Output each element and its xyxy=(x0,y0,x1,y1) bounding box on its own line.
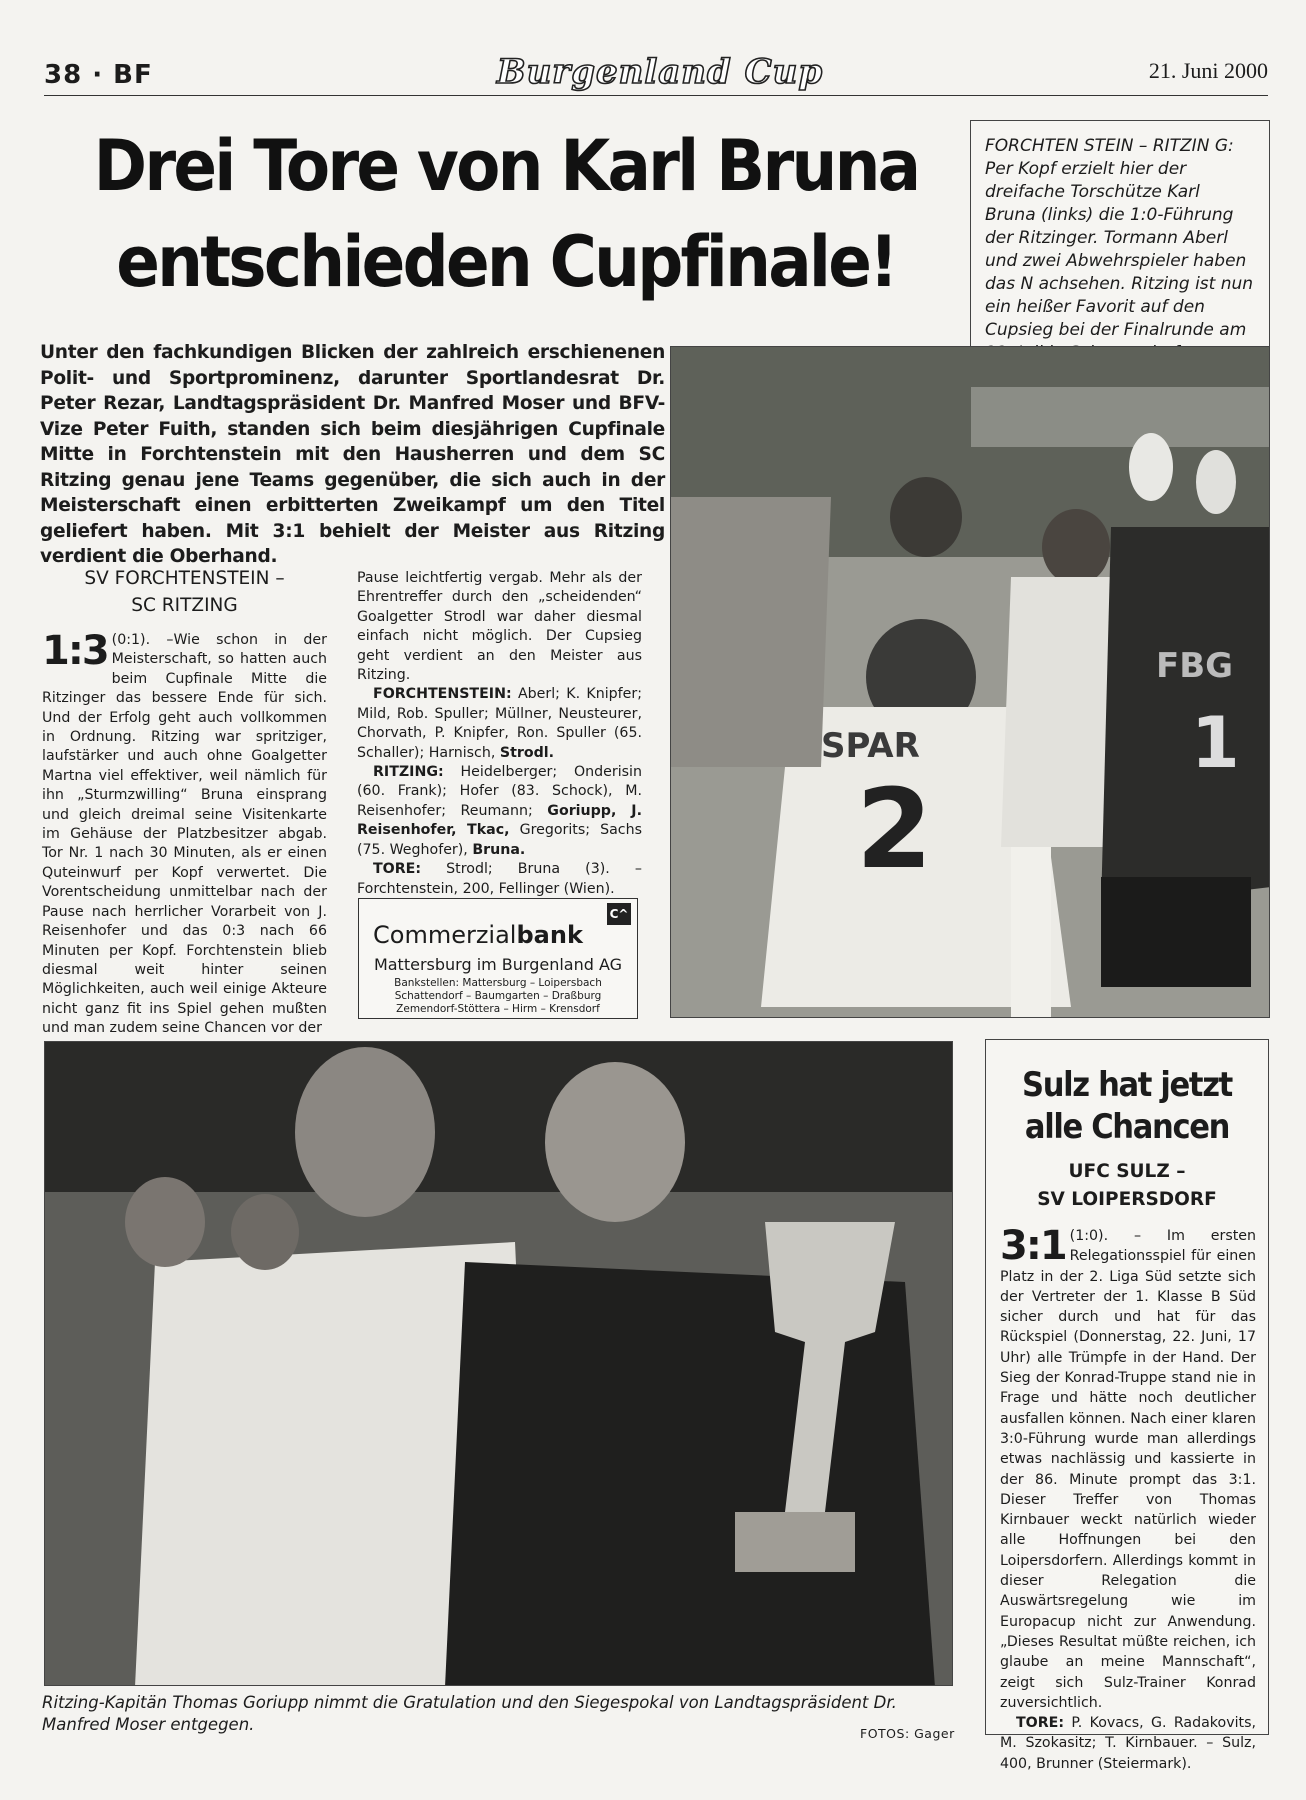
match-report-text-2: Pause leichtfertig vergab. Mehr als der Ehrentreffer durch den „scheidenden“ Goalgetter Strodl war daher diesmal einfach nicht möglich. Der Cupsieg geht verdient an den Meister aus Ritzing. xyxy=(357,570,642,684)
sidebar-goals-text: P. Kovacs, G. Radakovits, M. Szokasitz; T. Kirnbauer. – Sulz, 400, Brunner (Steiermark). xyxy=(1000,1715,1256,1772)
page-number: 38 · BF xyxy=(44,60,153,90)
lineup-forchtenstein-scorer: Strodl. xyxy=(499,744,555,761)
trophy-ceremony-photo xyxy=(44,1041,953,1686)
match-report-col-1 xyxy=(42,628,327,1039)
lineup-ritzing xyxy=(357,763,642,860)
jersey-sponsor: SPAR xyxy=(821,726,920,766)
lineup-forchtenstein-players: Aberl; K. Knipfer; Mild, Rob. Spuller; Müllner, Neusteurer, Chorvath, P. Knipfer, Ron. Spuller (65. Schaller); Harnisch, xyxy=(357,686,642,761)
lineup-forchtenstein-label: FORCHTENSTEIN: xyxy=(373,686,512,703)
photo-caption-bottom: Ritzing-Kapitän Thomas Goriupp nimmt die Gratulation und den Siegespokal von Landtagspräsident Dr. Manfred Moser entgegen. xyxy=(42,1693,897,1734)
bank-name xyxy=(373,921,583,949)
header-rule xyxy=(44,95,1268,96)
headline xyxy=(83,118,929,310)
lineup-ritzing-label: RITZING: xyxy=(373,764,444,781)
bank-branches-line-3: Zemendorf-Stöttera – Hirm – Krensdorf xyxy=(396,1003,600,1015)
sidebar-subhead xyxy=(986,1158,1268,1214)
bank-subtitle: Mattersburg im Burgenland AG xyxy=(373,955,623,974)
bank-logo-icon: C^ xyxy=(607,903,631,925)
sidebar-title-line-1: Sulz hat jetzt xyxy=(1022,1065,1232,1105)
match-goals-label: TORE: xyxy=(373,861,422,878)
photo-caption-box xyxy=(970,120,1270,372)
sidebar-body xyxy=(1000,1223,1256,1774)
sidebar-team-1: UFC SULZ – xyxy=(1068,1161,1186,1182)
jersey-number: 2 xyxy=(856,765,933,893)
headline-line-2: entschieden Cupfinale! xyxy=(116,221,896,303)
lineup-ritzing-players-b: Goriupp, J. Reisenhofer, Tkac, xyxy=(357,802,642,839)
bank-advertisement xyxy=(358,898,638,1019)
sidebar-score: 3:1 xyxy=(1000,1223,1066,1269)
match-goals-text: Strodl; Bruna (3). – Forchtenstein, 200, Fellinger (Wien). xyxy=(357,861,642,897)
keeper-sponsor: FBG xyxy=(1156,646,1234,686)
match-goals xyxy=(357,860,642,899)
match-report-text-1: (0:1). –Wie schon in der Meisterschaft, so hatten auch beim Cupfinale Mitte die Ritzinger das bessere Ende für sich. Und der Erfolg geht auch vollkommen in Ordnung. Ritzing war spritziger, laufstärker und auch ohne Goalgetter Martna viel effektiver, weil nämlich für ihn „Sturmzwilling“ Bruna einsprang und gleich dreimal seine Visitenkarte im Gehäuse der Platzbesitzer abgab. Tor Nr. 1 nach 30 Minuten, als er einen Quteinwurf per Kopf verwertet. Die Vorentscheidung unmittelbar nach der Pause nach herrlicher Vorarbeit von J. Reisenhofer und das 0:3 nach 66 Minuten per Kopf. Forchtenstein blieb diesmal weit hinter seinen Möglichkeiten, auch weil einige Akteure nicht ganz fit ins Spiel gehen mußten und man zudem seine Chancen vor der xyxy=(42,632,327,1037)
match-team-2: SC RITZING xyxy=(131,595,238,616)
bank-name-part-1: Commerzial xyxy=(373,921,517,949)
issue-date: 21. Juni 2000 xyxy=(1148,58,1268,83)
keeper-number: 1 xyxy=(1191,702,1240,784)
section-title: Burgenland Cup xyxy=(496,52,824,92)
sidebar-goals-label: TORE: xyxy=(1016,1715,1065,1732)
match-subhead xyxy=(42,565,327,619)
match-action-photo xyxy=(670,346,1270,1018)
sidebar-title-line-2: alle Chancen xyxy=(1024,1107,1230,1147)
headline-line-1: Drei Tore von Karl Bruna xyxy=(93,125,919,207)
match-team-1: SV FORCHTENSTEIN – xyxy=(84,568,285,589)
match-score: 1:3 xyxy=(42,628,108,674)
sidebar-title xyxy=(1000,1064,1254,1148)
photo-caption-top: FORCHTEN STEIN – RITZIN G: Per Kopf erzielt hier der dreifache Torschütze Karl Bruna (links) die 1:0-Führung der Ritzinger. Tormann Aberl und zwei Abwehrspieler haben das N achsehen. Ritzing ist nun ein heißer Favorit auf den Cupsieg bei der Finalrunde am xyxy=(985,136,1254,340)
lineup-ritzing-players-c: Gregorits; Sachs (75. Weghofer), xyxy=(357,822,642,858)
bank-branches-line-2: Schattendorf – Baumgarten – Draßburg xyxy=(394,990,602,1002)
lineup-forchtenstein xyxy=(357,685,642,763)
sidebar-goals xyxy=(1000,1713,1256,1774)
trophy-ceremony-illustration xyxy=(45,1042,953,1686)
match-report-col-2 xyxy=(357,569,642,899)
sidebar-text: (1:0). – Im ersten Relegationsspiel für einen Platz in der 2. Liga Süd setzte sich der Vertreter der 1. Klasse B Süd sicher durch und hat für das Rückspiel (Donnerstag, 22. Juni, 17 Uhr) alle Trümpfe in der Hand. Der Sieg der Konrad-Truppe stand nie in Frage und hätte noch deutlicher ausfallen können. Nach einer klaren 3:0-Führung wurde man allerdings etwas nachlässig und kassierte in der 86. Minute prompt das 3:1. Dieser Treffer von Thomas Kirnbauer weckt natürlich wieder alle Hoffnungen bei den Loipersdorfern. Allerdings kommt in dieser Relegation die Auswärtsregelung wie im Europacup nicht zur Anwendung. „Dieses Resultat müßte reichen, ich glaube an meine Mannschaft“, zeigt sich Sulz-Trainer Konrad zuversichtlich. xyxy=(1000,1228,1256,1711)
bank-name-part-2: bank xyxy=(516,921,583,949)
photo-credit: FOTOS: Gager xyxy=(860,1726,955,1741)
lineup-ritzing-players-d: Bruna. xyxy=(472,841,526,858)
lineup-ritzing-players-a: Heidelberger; Onderisin (60. Frank); Hofer (83. Schock), M. Reisenhofer; Reumann; xyxy=(357,764,642,819)
bank-branches-line-1: Bankstellen: Mattersburg – Loipersbach xyxy=(394,977,602,989)
sidebar-team-2: SV LOIPERSDORF xyxy=(1037,1189,1217,1210)
sidebar-article xyxy=(985,1039,1269,1772)
match-action-illustration xyxy=(671,347,1270,1018)
lead-paragraph: Unter den fachkundigen Blicken der zahlreich erschienenen Polit- und Sportprominenz, darunter Sportlandesrat Dr. Peter Rezar, Landtagspräsident Dr. Manfred Moser und BFV-Vize Peter Fuith, standen sich beim diesjährigen Cupfinale Mitte in Forchtenstein mit den Hausherren und dem SC Ritzing genau jene Teams gegenüber, die sich auch in der Meisterschaft einen erbitterten Zweikampf um den Titel geliefert haben. Mit 3:1 behielt der Meister aus Ritzing verdient die Oberhand. xyxy=(40,342,665,567)
bank-branches xyxy=(359,977,637,1016)
